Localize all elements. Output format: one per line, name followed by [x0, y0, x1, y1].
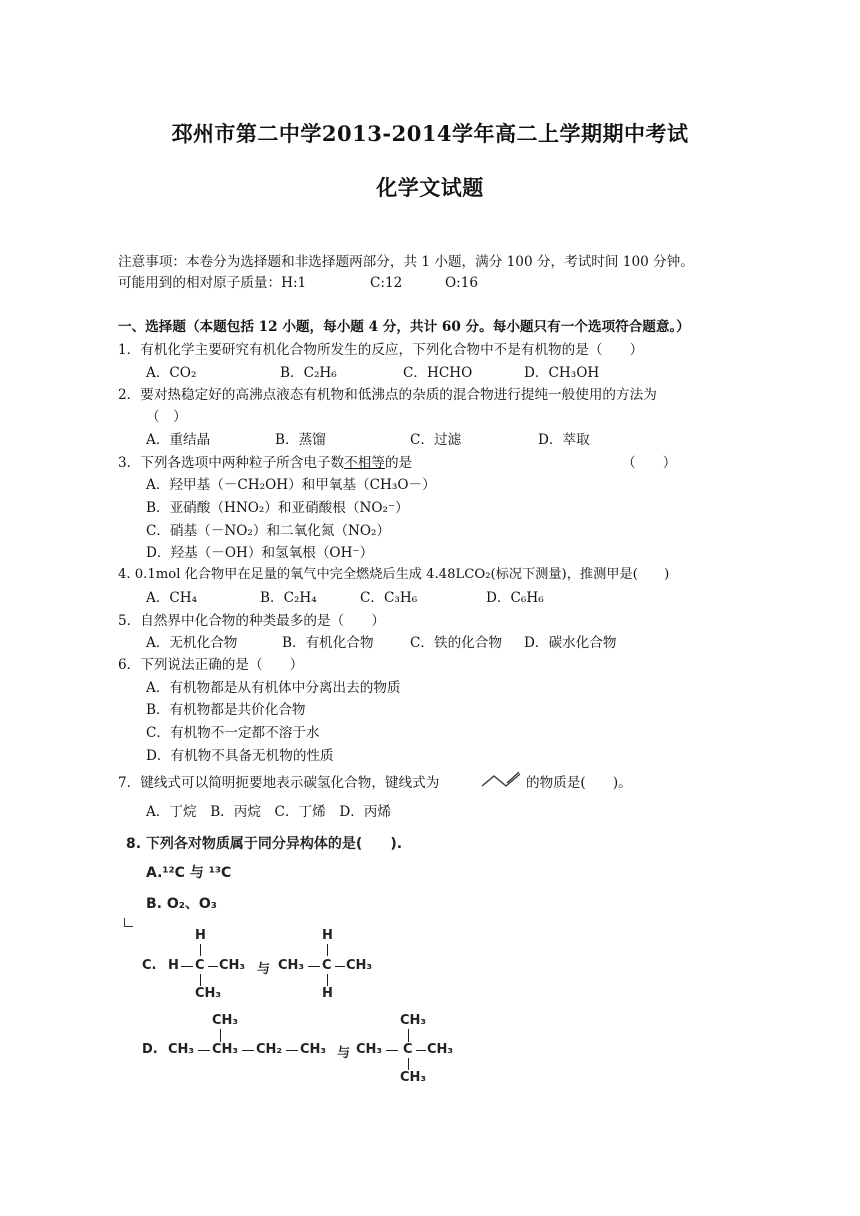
mass-h: H:1	[281, 275, 307, 291]
question-3-emphasis: 不相等	[344, 455, 385, 471]
d-struct2-right-ch3: CH₃	[427, 1042, 454, 1057]
c-struct2-top-h: H	[322, 928, 333, 943]
d-struct2-bottom-ch3: CH₃	[400, 1070, 427, 1085]
bond-line	[416, 1050, 426, 1051]
d-struct1-top-ch3: CH₃	[212, 1013, 239, 1028]
d-and-word: 与	[337, 1046, 351, 1061]
question-2-paren: （ ）	[146, 409, 187, 425]
d-struct2-left-ch3: CH₃	[356, 1042, 383, 1057]
question-3-option-b: B．亚硝酸（HNO₂）和亚硝酸根（NO₂⁻）	[146, 500, 409, 516]
question-1-option-c: C．HCHO	[403, 365, 473, 381]
bond-line	[327, 944, 328, 956]
question-2-option-d: D．萃取	[538, 432, 590, 448]
bond-line	[408, 1058, 409, 1070]
atomic-mass-prefix: 可能用到的相对原子质量：	[118, 275, 282, 291]
d-struct1-ch3-a: CH₃	[168, 1042, 195, 1057]
paragraph-mark-icon	[124, 918, 133, 927]
mass-c: C:12	[370, 275, 403, 291]
question-8-option-b: B. O₂、O₃	[146, 896, 217, 912]
question-3-stem-post: 的是	[384, 455, 413, 471]
bond-line	[408, 1029, 409, 1042]
atomic-mass-line	[118, 274, 306, 292]
exam-title: 邳州市第二中学2013-2014学年高二上学期期中考试	[171, 121, 689, 146]
bond-line	[386, 1050, 398, 1051]
question-3-stem	[118, 454, 412, 472]
question-7-stem-pre: 7．键线式可以简明扼要地表示碳氢化合物，键线式为	[118, 775, 440, 791]
c-struct2-left-ch3: CH₃	[278, 958, 305, 973]
exam-subtitle: 化学文试题	[376, 175, 484, 200]
c-struct2-bottom-h: H	[322, 986, 333, 1001]
question-2-option-c: C．过滤	[410, 432, 462, 448]
c-struct1-left-h: H	[168, 958, 179, 973]
skeletal-formula-icon	[480, 770, 524, 790]
question-6-option-c: C．有机物不一定都不溶于水	[146, 725, 320, 741]
bond-line	[220, 1029, 221, 1042]
question-6-option-b: B．有机物都是共价化合物	[146, 702, 306, 718]
question-5-option-d: D．碳水化合物	[524, 635, 617, 651]
bond-line	[308, 966, 320, 967]
d-struct2-top-ch3: CH₃	[400, 1013, 427, 1028]
question-4-option-c: C．C₃H₆	[360, 590, 418, 606]
c-struct1-right-ch3: CH₃	[219, 958, 246, 973]
bond-line	[242, 1050, 254, 1051]
d-struct1-ch3-c: CH₃	[300, 1042, 327, 1057]
c-struct2-center-c: C	[322, 958, 332, 973]
question-8-a-text: ¹²C 与 ¹³C	[162, 865, 232, 881]
question-6-stem: 6．下列说法正确的是（ ）	[118, 657, 304, 673]
bond-line	[208, 966, 218, 967]
question-2-stem: 2．要对热稳定好的高沸点液态有机物和低沸点的杂质的混合物进行提纯一般使用的方法为	[118, 387, 657, 403]
section-heading: 一、选择题（本题包括 12 小题，每小题 4 分，共计 60 分。每小题只有一个选项符合题意。）	[118, 319, 690, 335]
question-7-options: A．丁烷 B．丙烷 C．丁烯 D．丙烯	[146, 804, 392, 820]
question-1-stem: 1．有机化学主要研究有机化合物所发生的反应，下列化合物中不是有机物的是（ ）	[118, 342, 644, 358]
question-3-option-c: C．硝基（－NO₂）和二氧化氮（NO₂）	[146, 523, 391, 539]
question-5-option-a: A．无机化合物	[146, 635, 238, 651]
bond-line	[327, 974, 328, 986]
question-1-option-b: B．C₂H₆	[280, 365, 337, 381]
c-struct1-center-c: C	[195, 958, 205, 973]
d-struct2-center-c: C	[403, 1042, 413, 1057]
bond-line	[200, 974, 201, 986]
question-7-stem-post: 的物质是( )。	[526, 775, 632, 791]
question-8-d-label: D.	[142, 1042, 158, 1057]
mass-o: O:16	[445, 275, 479, 291]
question-8-a-label: A.	[146, 865, 163, 881]
question-5-option-b: B．有机化合物	[282, 635, 374, 651]
bond-line	[335, 966, 345, 967]
question-5-option-c: C．铁的化合物	[410, 635, 502, 651]
question-4-option-a: A．CH₄	[146, 590, 198, 606]
question-4-option-b: B．C₂H₄	[260, 590, 317, 606]
notes-line: 注意事项：本卷分为选择题和非选择题两部分，共 1 小题，满分 100 分，考试时间 100 分钟。	[118, 254, 694, 270]
question-2-option-b: B．蒸馏	[275, 432, 326, 448]
d-struct1-ch2: CH₂	[256, 1042, 283, 1057]
bond-line	[286, 1050, 298, 1051]
bond-line	[200, 944, 201, 956]
c-struct1-bottom-ch3: CH₃	[195, 986, 222, 1001]
c-struct2-right-ch3: CH₃	[346, 958, 373, 973]
question-3-option-d: D．羟基（－OH）和氢氧根（OH⁻）	[146, 545, 374, 561]
d-struct1-ch3-b: CH₃	[212, 1042, 239, 1057]
question-3-stem-pre: 3．下列各选项中两种粒子所含电子数	[118, 455, 345, 471]
bond-line	[198, 1050, 210, 1051]
question-4-option-d: D．C₆H₆	[486, 590, 544, 606]
question-8-c-label: C.	[142, 958, 157, 973]
question-3-option-a: A．羟甲基（－CH₂OH）和甲氧基（CH₃O－）	[146, 477, 436, 493]
question-3-paren: （ ）	[622, 455, 677, 471]
question-8-stem: 8. 下列各对物质属于同分异构体的是( ).	[126, 836, 403, 852]
question-6-option-a: A．有机物都是从有机体中分离出去的物质	[146, 680, 401, 696]
question-1-option-a: A．CO₂	[146, 365, 197, 381]
question-8-option-a	[146, 862, 231, 882]
c-and-word: 与	[257, 962, 271, 977]
bond-line	[181, 966, 193, 967]
question-4-stem: 4. 0.1mol 化合物甲在足量的氧气中完全燃烧后生成 4.48LCO₂(标况下测量)，推测甲是( )	[118, 567, 670, 582]
question-6-option-d: D．有机物不具备无机物的性质	[146, 748, 334, 764]
question-5-stem: 5．自然界中化合物的种类最多的是（ ）	[118, 613, 385, 629]
c-struct1-top-h: H	[195, 928, 206, 943]
question-1-option-d: D．CH₃OH	[524, 365, 600, 381]
question-2-option-a: A．重结晶	[146, 432, 211, 448]
